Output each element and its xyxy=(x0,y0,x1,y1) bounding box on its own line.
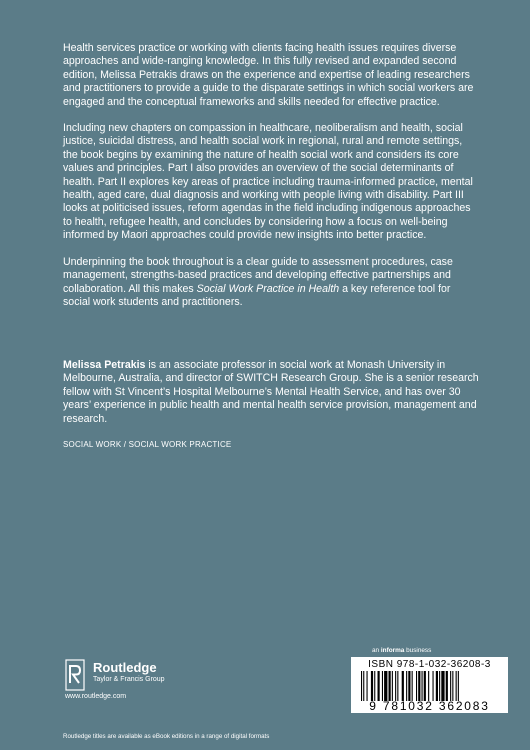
barcode-stripe xyxy=(436,671,438,701)
author-bio-text: is an associate professor in social work at Monash University in Melbourne, Australia, and director of SWITCH Research Group. She is a senior research fellow with St Vincent’s Hospital Melbourne’s Mental Health Service, and has over 30 years’ experience in public health and mental health service provision, management and research. xyxy=(63,359,479,425)
isbn-barcode xyxy=(351,657,508,713)
publisher-group: Taylor & Francis Group xyxy=(93,676,165,683)
barcode-stripe xyxy=(428,671,429,701)
barcode-stripe xyxy=(361,671,362,701)
blurb-paragraph-2: Including new chapters on compassion in healthcare, neoliberalism and health, social justice, suicidal distress, and health social work in regional, rural and remote settings, the book begins by examining the nature of health social work and considers its core values and principles. Part I also provides an overview of the social determinants of health. Part II explores key areas of practice including trauma-informed practice, mental health, aged care, dual diagnosis and working with people living with disability. Part III looks at politicised issues, reform agendas in the field including indigenous approaches to health, refugee health, and concludes by considering how a focus on well-being informed by Maori approaches could provide new insights into better practice. xyxy=(63,122,473,242)
barcode-stripe xyxy=(371,671,373,701)
barcode-stripe xyxy=(456,671,457,701)
barcode-stripe xyxy=(402,671,404,701)
barcode-stripe xyxy=(389,671,391,701)
isbn-text: ISBN 978-1-032-36208-3 xyxy=(368,659,491,670)
blurb-p3-start: Underpinning the book throughout is a clear guide to assessment procedures, case management, strengths-based practices and developing effective partnerships and collaboration. All this makes xyxy=(63,255,453,295)
barcode-stripe xyxy=(408,671,410,701)
barcode-stripe xyxy=(452,671,453,701)
barcode-stripe xyxy=(416,671,417,701)
informa-word: informa xyxy=(380,647,405,654)
barcode-stripe xyxy=(363,671,364,701)
description-blurb xyxy=(63,42,478,322)
informa-tagline xyxy=(372,647,431,654)
barcode-digits: 9 781032 362083 xyxy=(369,699,490,713)
barcode-stripe xyxy=(418,671,420,701)
informa-post: business xyxy=(404,647,432,654)
blurb-paragraph-1: Health services practice or working with clients facing health issues requires diverse approaches and wide-ranging knowledge. In this fully revised and expanded second edition, Melissa Petrakis draws on the experience and expertise of leading researchers and practitioners to provide a guide to the disparate settings in which social workers are engaged and the conceptual frameworks and skills needed for effective practice. xyxy=(63,42,474,108)
routledge-r-icon xyxy=(65,659,85,691)
barcode-stripe xyxy=(392,671,393,701)
barcode-stripe xyxy=(458,671,459,701)
barcode-stripe xyxy=(406,671,407,701)
subject-category: SOCIAL WORK / SOCIAL WORK PRACTICE xyxy=(63,440,232,449)
publisher-name: Routledge xyxy=(93,660,157,675)
barcode-stripe xyxy=(412,671,413,701)
barcode-stripe xyxy=(384,671,387,701)
barcode-stripe xyxy=(433,671,434,701)
barcode-bars xyxy=(361,671,503,701)
publisher-url: www.routledge.com xyxy=(65,693,127,700)
ebook-note: Routledge titles are available as eBook editions in a range of digital formats xyxy=(63,733,270,740)
informa-pre: an xyxy=(372,647,381,654)
barcode-stripe xyxy=(446,671,448,701)
barcode-stripe xyxy=(439,671,440,701)
barcode-stripe xyxy=(367,671,368,701)
barcode-stripe xyxy=(424,671,426,701)
barcode-stripe xyxy=(450,671,451,701)
barcode-stripe xyxy=(422,671,423,701)
barcode-stripe xyxy=(397,671,398,701)
barcode-stripe xyxy=(395,671,396,701)
barcode-stripe xyxy=(378,671,380,701)
author-name: Melissa Petrakis xyxy=(63,359,146,371)
blurb-p3-end: a key reference tool for social work students and practitioners. xyxy=(63,282,451,308)
author-bio xyxy=(63,359,483,426)
barcode-stripe xyxy=(441,671,444,701)
barcode-stripe xyxy=(374,671,375,701)
barcode-stripe xyxy=(382,671,383,701)
book-title-italic: Social Work Practice in Health xyxy=(196,282,340,295)
publisher-logo xyxy=(65,659,215,701)
blurb-paragraph-3 xyxy=(63,256,478,310)
